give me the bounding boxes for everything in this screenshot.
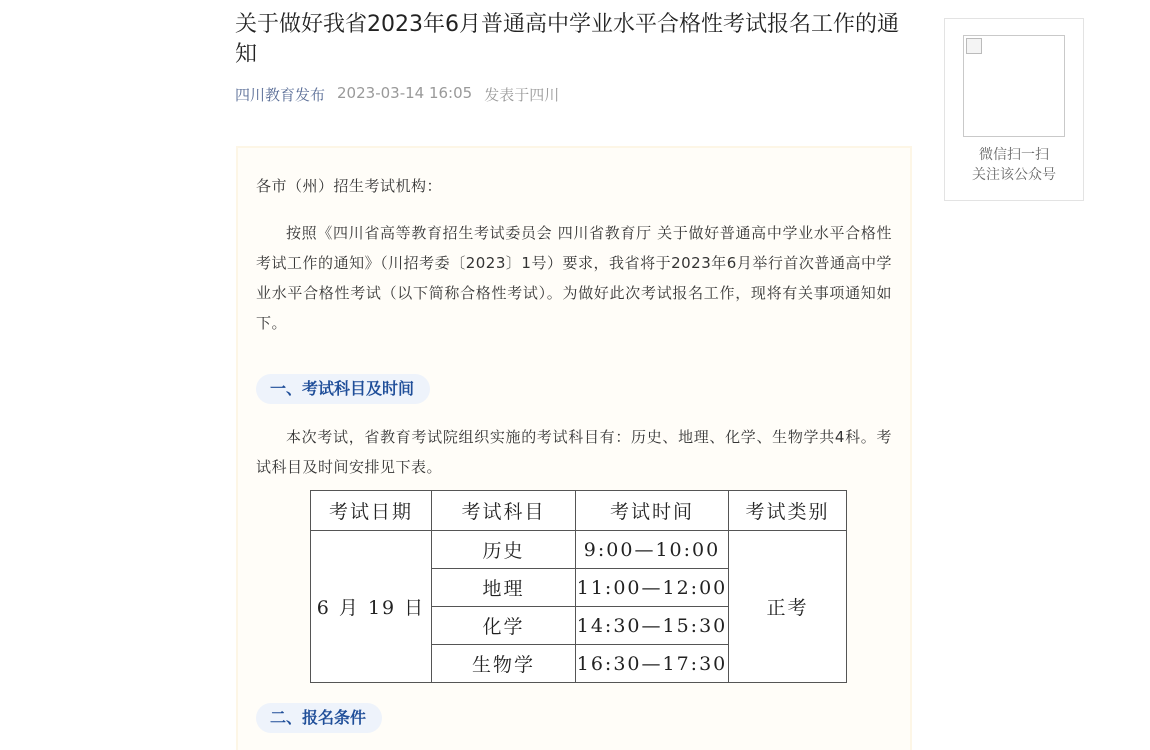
subject-cell: 生物学 — [432, 645, 576, 683]
exam-category-cell: 正考 — [729, 531, 847, 683]
exam-date-cell: 6 月 19 日 — [311, 531, 432, 683]
exam-schedule-table — [310, 490, 847, 683]
qr-code-image — [963, 35, 1065, 137]
account-name-link[interactable]: 四川教育发布 — [235, 86, 326, 104]
time-cell: 14:30—15:30 — [576, 607, 729, 645]
section-heading-registration-conditions: 二、报名条件 — [256, 703, 382, 733]
publish-datetime: 2023-03-14 16:05 — [337, 84, 473, 102]
table-header: 考试时间 — [576, 491, 729, 531]
table-row — [311, 531, 847, 569]
article-content — [236, 146, 912, 750]
time-cell: 16:30—17:30 — [576, 645, 729, 683]
qr-caption-scan: 微信扫一扫 — [979, 147, 1049, 163]
table-header: 考试日期 — [311, 491, 432, 531]
publish-location: 发表于四川 — [484, 86, 560, 104]
time-cell: 11:00—12:00 — [576, 569, 729, 607]
broken-image-icon — [966, 38, 982, 54]
table-header: 考试科目 — [432, 491, 576, 531]
salutation: 各市（州）招生考试机构： — [256, 177, 443, 195]
article-title: 关于做好我省2023年6月普通高中学业水平合格性考试报名工作的通知 — [235, 12, 899, 67]
table-header-row — [311, 491, 847, 531]
qr-caption-follow: 关注该公众号 — [972, 167, 1056, 183]
subject-cell: 化学 — [432, 607, 576, 645]
subject-cell: 地理 — [432, 569, 576, 607]
qr-code-card — [944, 18, 1084, 201]
subject-cell: 历史 — [432, 531, 576, 569]
table-header: 考试类别 — [729, 491, 847, 531]
time-cell: 9:00—10:00 — [576, 531, 729, 569]
intro-paragraph: 按照《四川省高等教育招生考试委员会 四川省教育厅 关于做好普通高中学业水平合格性考试工作的通知》（川招考委〔2023〕1号）要求，我省将于2023年6月举行首次普通高中学业水平合格性考试（以下简称合格性考试）。为做好此次考试报名工作，现将有关事项通知如下。 — [256, 224, 892, 332]
article-meta — [235, 84, 559, 105]
section-heading-exam-subjects: 一、考试科目及时间 — [256, 374, 430, 404]
section1-paragraph: 本次考试，省教育考试院组织实施的考试科目有：历史、地理、化学、生物学共4科。考试科目及时间安排见下表。 — [256, 428, 892, 476]
